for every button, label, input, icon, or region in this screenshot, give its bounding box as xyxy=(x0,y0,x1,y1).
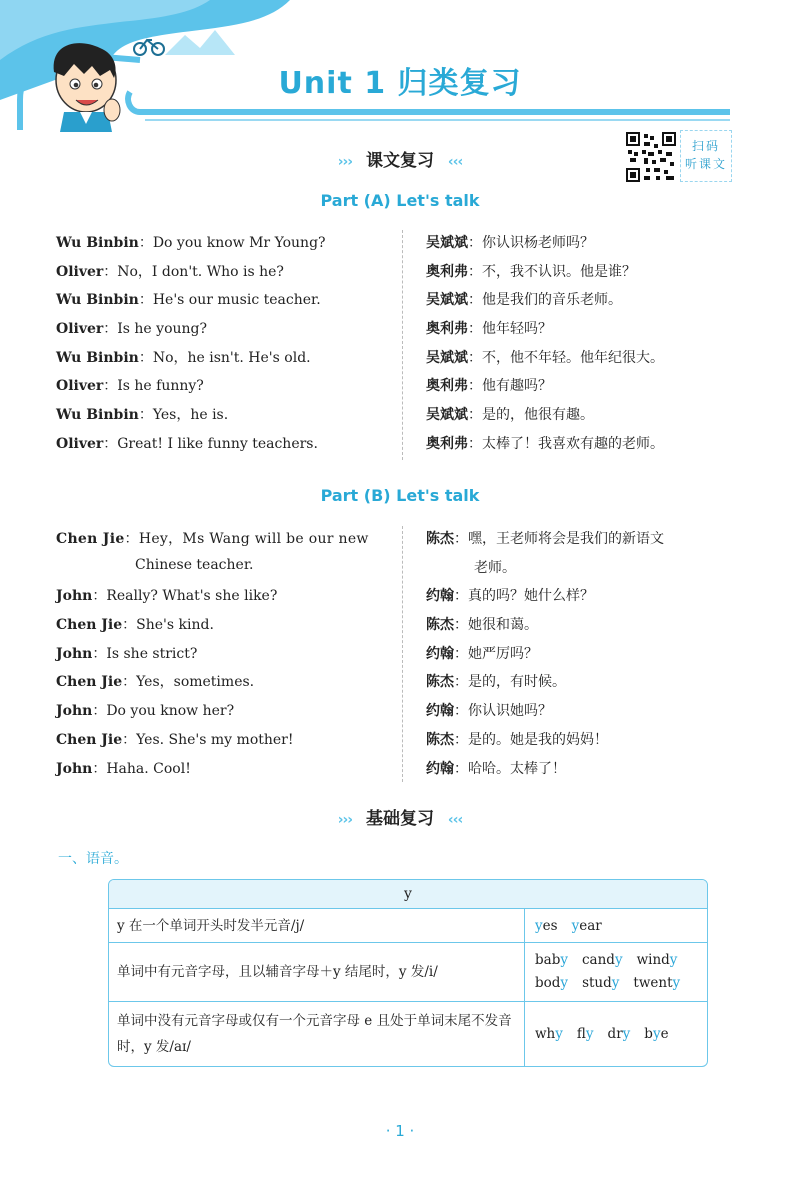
speaker-zh: 陈杰 xyxy=(426,617,454,634)
section-title: 课文复习 xyxy=(366,151,434,171)
line-text-zh: ：太棒了！我喜欢有趣的老师。 xyxy=(468,435,664,452)
speaker: Wu Binbin xyxy=(56,407,139,424)
example-word: twenty xyxy=(633,975,681,991)
example-word: bye xyxy=(644,1026,669,1042)
dialogue-row xyxy=(56,289,736,318)
speaker: Chen Jie xyxy=(56,731,123,748)
speaker-zh: 陈杰 xyxy=(426,531,454,547)
line-text: ：Yes，sometimes. xyxy=(122,674,255,691)
line-text: ：She's kind. xyxy=(122,617,214,634)
line-text-zh: ：是的，他很有趣。 xyxy=(468,407,594,424)
speaker-zh: 吴斌斌 xyxy=(426,349,468,366)
part-b-title: Part (B) Let's talk xyxy=(320,486,480,505)
line-text-zh: ：嘿，王老师将会是我们的新语文 xyxy=(454,531,664,547)
speaker-zh: 约翰 xyxy=(426,645,454,662)
dialogue-row xyxy=(56,614,736,643)
line-text-zh: ：她严厉吗？ xyxy=(454,645,538,662)
dialogue-row xyxy=(56,729,736,758)
chevrons-right-icon: ››› xyxy=(337,812,353,828)
line-text: ：Haha. Cool! xyxy=(92,760,191,777)
dialogue-row xyxy=(56,375,736,404)
line-text-zh: ：是的，有时候。 xyxy=(454,674,566,691)
speaker: Oliver xyxy=(56,435,104,452)
speaker-zh: 奥利弗 xyxy=(426,263,468,280)
scan-label-line1: 扫码 xyxy=(691,139,720,153)
speaker: Chen Jie xyxy=(56,531,125,547)
line-text-zh: ：不，我不认识。他是谁？ xyxy=(468,263,636,280)
speaker-zh: 奥利弗 xyxy=(426,435,468,452)
line-text-zh: ：她很和蔼。 xyxy=(454,617,538,634)
highlighted-letter: y xyxy=(535,918,543,934)
line-text-zh: ：你认识她吗？ xyxy=(454,703,552,720)
example-word: baby xyxy=(535,952,568,968)
highlighted-letter: y xyxy=(555,1026,563,1042)
speaker: Chen Jie xyxy=(56,617,123,634)
dialogue-row xyxy=(56,318,736,347)
line-text: ：Is he funny? xyxy=(103,378,204,395)
words-cell xyxy=(525,943,707,1001)
line-text: ：Yes，he is. xyxy=(138,407,229,424)
line-text: ：Is she strict? xyxy=(92,645,198,662)
dialogue-row-continued xyxy=(56,557,736,586)
qr-code-icon[interactable] xyxy=(626,132,676,182)
chevrons-left-icon: ‹‹‹ xyxy=(447,812,463,828)
dialogue-row xyxy=(56,404,736,433)
speaker: John xyxy=(56,703,93,720)
line-text: ：Yes. She's my mother! xyxy=(122,731,294,748)
highlighted-letter: y xyxy=(669,952,678,968)
speaker: Wu Binbin xyxy=(56,292,139,309)
speaker-zh: 奥利弗 xyxy=(426,378,468,395)
example-word: fly xyxy=(576,1026,594,1042)
line-text: ：Do you know her? xyxy=(92,703,235,720)
speaker: John xyxy=(56,645,93,662)
speaker: Oliver xyxy=(56,321,104,338)
line-text-zh: ：你认识杨老师吗？ xyxy=(468,235,594,251)
table-row xyxy=(109,909,707,943)
example-word: candy xyxy=(581,952,623,968)
speaker-zh: 吴斌斌 xyxy=(426,292,468,309)
dialogue-row xyxy=(56,347,736,376)
line-text-zh: ：是的。她是我的妈妈！ xyxy=(454,731,608,748)
scan-label-line2: 听课文 xyxy=(684,157,727,171)
highlighted-letter: y xyxy=(652,1026,661,1042)
highlighted-letter: y xyxy=(611,975,620,991)
highlighted-letter: y xyxy=(585,1026,594,1042)
speaker-zh: 吴斌斌 xyxy=(426,407,468,424)
example-word: year xyxy=(571,918,602,934)
chevrons-right-icon: ››› xyxy=(337,154,353,170)
dialogue-row xyxy=(56,232,736,261)
line-text: ：No，I don't. Who is he? xyxy=(103,263,284,280)
dialogue-row xyxy=(56,261,736,290)
speaker: John xyxy=(56,588,93,605)
table-row xyxy=(109,1002,707,1066)
highlighted-letter: y xyxy=(622,1026,631,1042)
dialogue-row xyxy=(56,671,736,700)
dialogue-row xyxy=(56,433,736,462)
speaker-zh: 约翰 xyxy=(426,588,454,605)
highlighted-letter: y xyxy=(571,918,580,934)
line-text: ：No，he isn't. He's old. xyxy=(138,349,311,366)
example-word: dry xyxy=(607,1026,631,1042)
rule-cell: 单词中没有元音字母或仅有一个元音字母 e 且处于单词末尾不发音时，y 发/aɪ/ xyxy=(109,1002,525,1066)
speaker-zh: 约翰 xyxy=(426,760,454,777)
speaker: Wu Binbin xyxy=(56,349,139,366)
table-row xyxy=(109,943,707,1002)
dialogue-row xyxy=(56,528,736,557)
speaker: Wu Binbin xyxy=(56,235,139,251)
line-text: ：Is he young? xyxy=(103,321,208,338)
page-title: Unit 1 归类复习 xyxy=(278,66,522,101)
words-cell xyxy=(525,1002,707,1066)
highlighted-letter: y xyxy=(672,975,681,991)
line-text-continued: Chinese teacher. xyxy=(135,556,254,573)
speaker-zh: 陈杰 xyxy=(426,674,454,691)
chevrons-left-icon: ‹‹‹ xyxy=(447,154,463,170)
dialogue-row xyxy=(56,700,736,729)
line-text-zh: ：哈哈。太棒了！ xyxy=(454,760,566,777)
line-text: ：Hey，Ms Wang will be our new xyxy=(124,531,369,547)
speaker: Oliver xyxy=(56,378,104,395)
speaker-zh: 约翰 xyxy=(426,703,454,720)
section-banner-basic-review xyxy=(0,804,800,829)
part-a-dialogue xyxy=(56,232,736,462)
phonics-heading: 一、语音。 xyxy=(58,851,128,867)
line-text: ：He's our music teacher. xyxy=(138,292,321,309)
part-a-title: Part (A) Let's talk xyxy=(320,191,480,210)
highlighted-letter: y xyxy=(560,952,568,968)
example-word: body xyxy=(535,975,569,991)
rule-cell: 单词中有元音字母，且以辅音字母＋y 结尾时，y 发/i/ xyxy=(109,943,525,1001)
part-b-dialogue xyxy=(56,528,736,786)
page-number: · 1 · xyxy=(385,1122,415,1140)
page-header xyxy=(0,0,800,140)
line-text-zh: ：他年轻吗？ xyxy=(468,321,552,338)
dialogue-row xyxy=(56,758,736,787)
speaker-zh: 陈杰 xyxy=(426,731,454,748)
words-cell xyxy=(525,909,707,942)
speaker: Oliver xyxy=(56,263,104,280)
highlighted-letter: y xyxy=(560,975,569,991)
line-text-zh: ：他是我们的音乐老师。 xyxy=(468,292,622,309)
dialogue-row xyxy=(56,643,736,672)
example-word: study xyxy=(582,975,620,991)
line-text-zh: ：不，他不年轻。他年纪很大。 xyxy=(468,349,664,366)
speaker-zh: 吴斌斌 xyxy=(426,235,468,251)
scan-to-listen-label[interactable] xyxy=(680,130,732,182)
rule-cell: y 在一个单词开头时发半元音/j/ xyxy=(109,909,525,942)
example-word: windy xyxy=(636,952,678,968)
section-title: 基础复习 xyxy=(366,809,434,829)
line-text-zh: ：他有趣吗？ xyxy=(468,378,552,395)
line-text: ：Really? What's she like? xyxy=(92,588,278,605)
line-text: ：Great! I like funny teachers. xyxy=(103,435,318,452)
highlighted-letter: y xyxy=(614,952,623,968)
dialogue-row xyxy=(56,585,736,614)
table-header: y xyxy=(109,880,707,909)
speaker: Chen Jie xyxy=(56,674,123,691)
speaker: John xyxy=(56,760,93,777)
example-word: why xyxy=(535,1026,563,1042)
phonics-table xyxy=(108,879,708,1067)
line-text-zh: ：真的吗？她什么样？ xyxy=(454,588,594,605)
line-text-zh-continued: 老师。 xyxy=(474,559,516,576)
line-text: ：Do you know Mr Young? xyxy=(138,235,326,251)
speaker-zh: 奥利弗 xyxy=(426,321,468,338)
example-word: yes xyxy=(535,918,558,934)
